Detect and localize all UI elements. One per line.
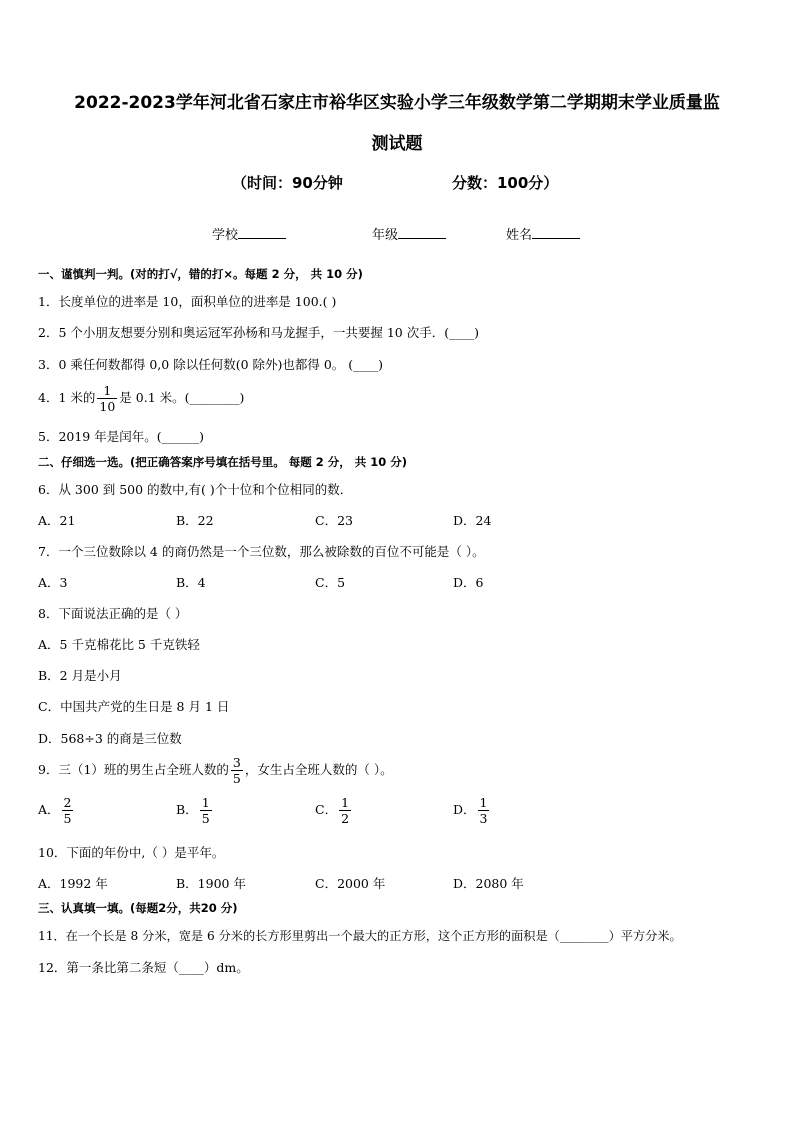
question-9-suffix: ，女生占全班人数的（ ）。 xyxy=(244,762,393,777)
fraction xyxy=(200,795,212,826)
time-limit: （时间：90分钟 xyxy=(232,174,343,192)
option-label: B． xyxy=(176,802,198,817)
q7-option-c: C．5 xyxy=(315,575,346,590)
school-blank[interactable] xyxy=(238,226,286,239)
question-11: 11．在一个长是 8 分米，宽是 6 分米的长方形里剪出一个最大的正方形，这个正方形的面积是（________）平方分米。 xyxy=(38,929,682,943)
question-8: 8．下面说法正确的是（ ） xyxy=(38,606,188,621)
exam-title-line-2: 测试题 xyxy=(371,134,423,154)
section-1-heading: 一、谨慎判一判。(对的打√，错的打×。每题 2 分， 共 10 分) xyxy=(38,267,363,281)
q9-option-c xyxy=(315,795,353,826)
q6-option-c: C．23 xyxy=(315,513,353,528)
question-6: 6．从 300 到 500 的数中,有( )个十位和个位相同的数． xyxy=(38,482,353,497)
question-9-prefix: 9．三（1）班的男生占全班人数的 xyxy=(38,762,229,777)
q9-option-a xyxy=(38,795,75,826)
q6-option-b: B．22 xyxy=(176,513,214,528)
question-3: 3．0 乘任何数都得 0,0 除以任何数(0 除外)也都得 0。 (____) xyxy=(38,357,384,372)
grade-blank[interactable] xyxy=(398,226,446,239)
fraction xyxy=(62,795,74,826)
fraction-denominator: 2 xyxy=(341,811,350,826)
total-score: 分数：100分） xyxy=(452,174,559,192)
q8-option-d: D．568÷3 的商是三位数 xyxy=(38,731,182,746)
q8-option-c: C．中国共产党的生日是 8 月 1 日 xyxy=(38,699,230,714)
q10-option-d: D．2080 年 xyxy=(453,876,524,891)
option-label: C． xyxy=(315,802,338,817)
fraction xyxy=(231,755,243,786)
fraction-denominator: 10 xyxy=(99,399,116,414)
fraction-denominator: 5 xyxy=(201,811,210,826)
school-label: 学校 xyxy=(212,228,239,243)
q10-option-b: B．1900 年 xyxy=(176,876,246,891)
q10-option-c: C．2000 年 xyxy=(315,876,386,891)
fraction-numerator: 3 xyxy=(232,755,241,770)
fraction-numerator: 1 xyxy=(341,795,350,810)
fraction-numerator: 1 xyxy=(97,383,117,399)
q6-option-a: A．21 xyxy=(38,513,76,528)
question-4-prefix: 4．1 米的 xyxy=(38,390,96,405)
fraction-denominator: 5 xyxy=(63,811,72,826)
section-2-heading: 二、仔细选一选。(把正确答案序号填在括号里。 每题 2 分， 共 10 分) xyxy=(38,455,408,469)
fraction-numerator: 2 xyxy=(63,795,72,810)
question-5: 5．2019 年是闰年。(______) xyxy=(38,429,204,444)
fraction xyxy=(97,383,117,414)
fraction-denominator: 5 xyxy=(232,771,241,786)
question-1: 1．长度单位的进率是 10，面积单位的进率是 100.( ) xyxy=(38,294,337,309)
name-field xyxy=(506,224,580,243)
name-blank[interactable] xyxy=(532,226,580,239)
fraction-numerator: 1 xyxy=(201,795,210,810)
grade-field xyxy=(372,224,446,243)
question-7: 7．一个三位数除以 4 的商仍然是一个三位数，那么被除数的百位不可能是（ ）。 xyxy=(38,544,485,559)
fraction xyxy=(339,795,351,826)
fraction xyxy=(478,795,490,826)
q10-option-a: A．1992 年 xyxy=(38,876,108,891)
name-label: 姓名 xyxy=(506,228,533,243)
school-field xyxy=(212,224,286,243)
q9-option-b xyxy=(176,795,214,826)
question-9 xyxy=(38,755,393,786)
question-2: 2．5 个小朋友想要分别和奥运冠军孙杨和马龙握手，一共要握 10 次手．(____) xyxy=(38,325,479,340)
q8-option-a: A．5 千克棉花比 5 千克铁轻 xyxy=(38,637,200,652)
fraction-numerator: 1 xyxy=(479,795,488,810)
option-label: D． xyxy=(453,802,476,817)
q9-option-d xyxy=(453,795,491,826)
q7-option-b: B．4 xyxy=(176,575,206,590)
fraction-denominator: 3 xyxy=(479,811,488,826)
question-10: 10．下面的年份中,（ ）是平年。 xyxy=(38,845,225,860)
q6-option-d: D．24 xyxy=(453,513,492,528)
q8-option-b: B．2 月是小月 xyxy=(38,668,122,683)
q7-option-a: A．3 xyxy=(38,575,68,590)
question-12: 12．第一条比第二条短（____）dm。 xyxy=(38,960,249,975)
q7-option-d: D．6 xyxy=(453,575,484,590)
section-3-heading: 三、认真填一填。(每题2分，共20 分) xyxy=(38,901,238,915)
exam-title-line-1: 2022-2023学年河北省石家庄市裕华区实验小学三年级数学第二学期期末学业质量监 xyxy=(74,93,720,113)
question-4 xyxy=(38,383,244,414)
option-label: A． xyxy=(38,802,60,817)
grade-label: 年级 xyxy=(372,228,399,243)
question-4-suffix: 是 0.1 米。(________) xyxy=(119,390,245,405)
